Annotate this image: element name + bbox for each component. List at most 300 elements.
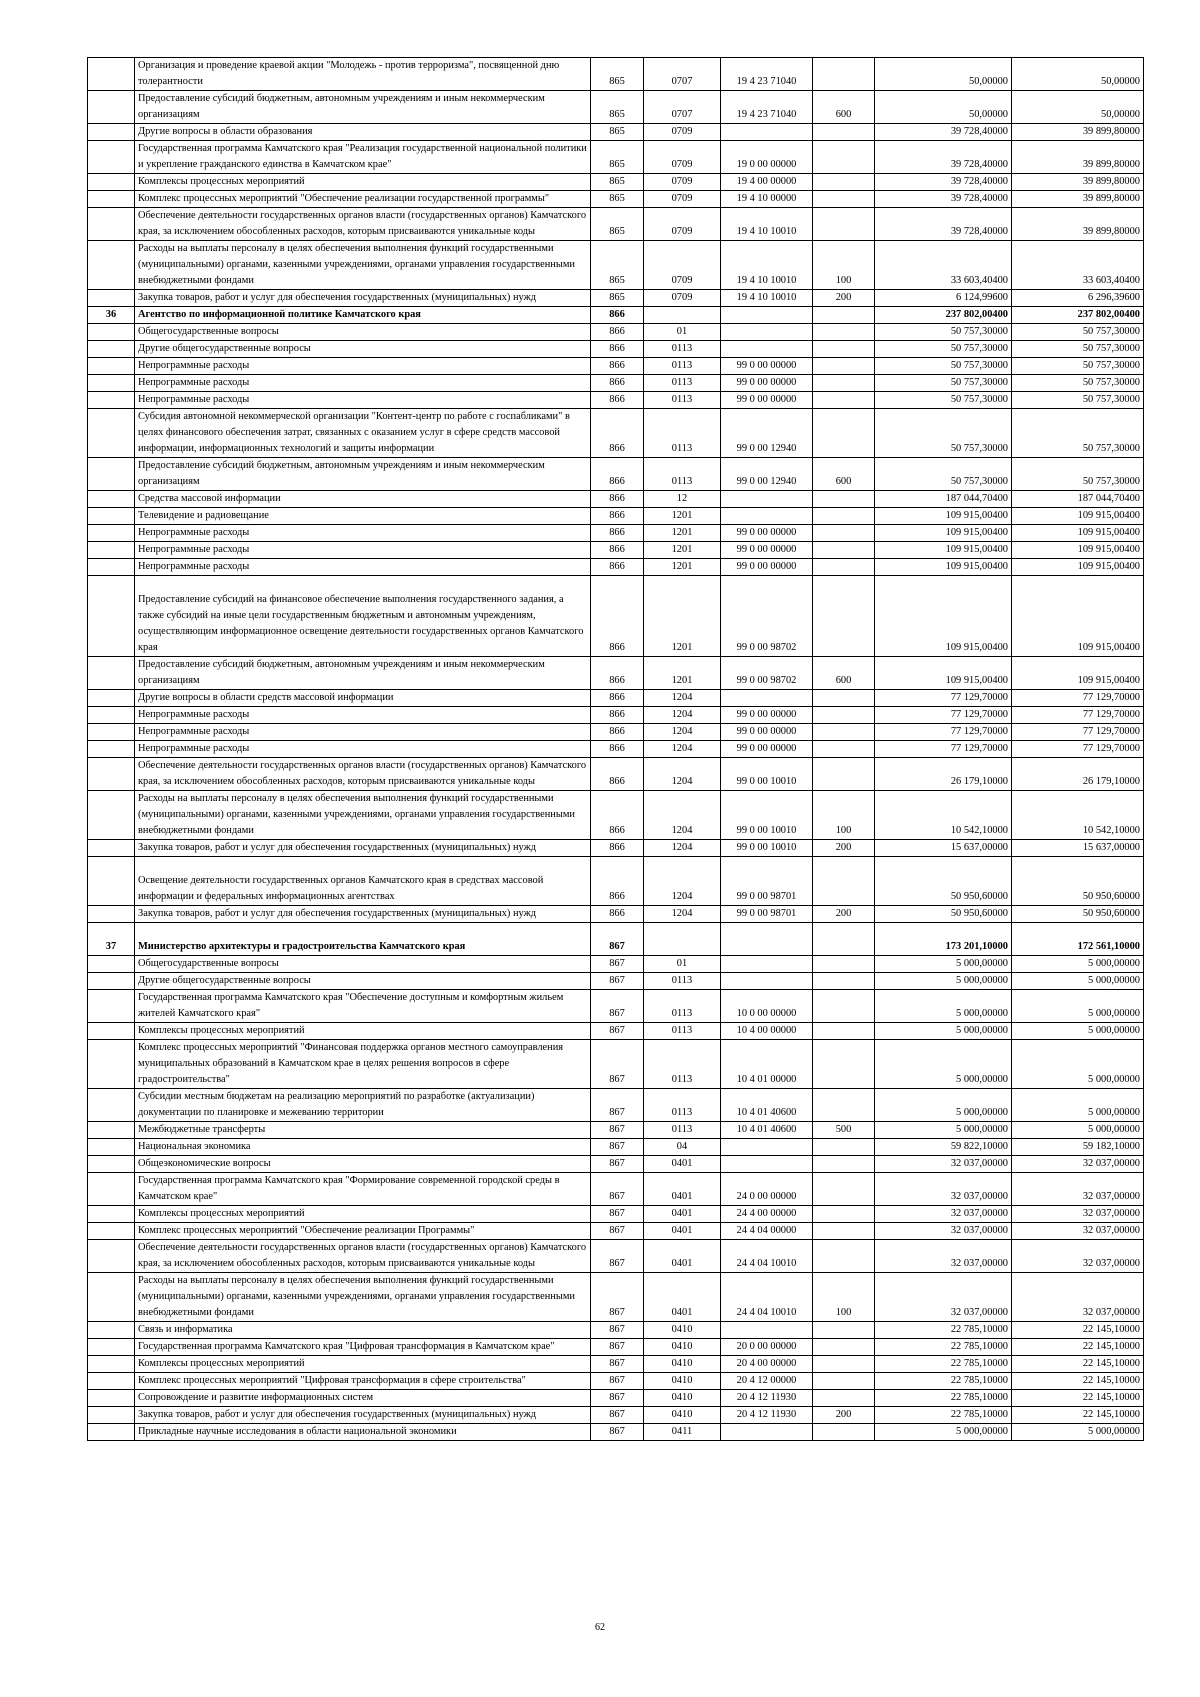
sum-year-2-cell: 22 145,10000 xyxy=(1012,1407,1144,1424)
table-row xyxy=(88,1223,1144,1240)
ministry-number-cell xyxy=(88,840,135,857)
expense-type-cell xyxy=(813,956,875,973)
sum-year-2-cell: 50 757,30000 xyxy=(1012,409,1144,458)
ministry-number-cell xyxy=(88,690,135,707)
section-code-cell: 0401 xyxy=(644,1173,721,1206)
expense-type-cell xyxy=(813,1356,875,1373)
admin-code-cell: 866 xyxy=(591,576,644,657)
ministry-number-cell xyxy=(88,241,135,290)
table-row xyxy=(88,758,1144,791)
admin-code-cell: 867 xyxy=(591,923,644,956)
admin-code-cell: 865 xyxy=(591,191,644,208)
sum-year-2-cell: 5 000,00000 xyxy=(1012,1023,1144,1040)
target-article-cell: 10 4 01 00000 xyxy=(721,1040,813,1089)
table-row xyxy=(88,174,1144,191)
section-code-cell: 0707 xyxy=(644,91,721,124)
sum-year-1-cell: 32 037,00000 xyxy=(875,1273,1012,1322)
target-article-cell xyxy=(721,1156,813,1173)
target-article-cell: 99 0 00 98701 xyxy=(721,906,813,923)
section-code-cell: 0113 xyxy=(644,1089,721,1122)
expense-type-cell xyxy=(813,58,875,91)
target-article-cell: 99 0 00 10010 xyxy=(721,758,813,791)
admin-code-cell: 867 xyxy=(591,1339,644,1356)
admin-code-cell: 865 xyxy=(591,141,644,174)
admin-code-cell: 866 xyxy=(591,358,644,375)
admin-code-cell: 867 xyxy=(591,1407,644,1424)
section-code-cell: 0410 xyxy=(644,1407,721,1424)
section-code-cell: 01 xyxy=(644,956,721,973)
admin-code-cell: 866 xyxy=(591,707,644,724)
expense-type-cell xyxy=(813,191,875,208)
item-name-cell: Субсидия автономной некоммерческой организации "Контент-центр по работе с госпабликами" в целях финансового обеспечения затрат, связанных с оказанием услуг в сфере средств массовой информации, информационных технологий и защиты информации xyxy=(135,409,591,458)
target-article-cell: 10 0 00 00000 xyxy=(721,990,813,1023)
item-name-cell: Комплексы процессных мероприятий xyxy=(135,174,591,191)
admin-code-cell: 866 xyxy=(591,758,644,791)
expense-type-cell: 500 xyxy=(813,1122,875,1139)
target-article-cell xyxy=(721,1424,813,1441)
sum-year-2-cell: 50 757,30000 xyxy=(1012,375,1144,392)
section-code-cell: 0709 xyxy=(644,191,721,208)
section-code-cell: 0113 xyxy=(644,375,721,392)
ministry-number-cell xyxy=(88,1339,135,1356)
expense-type-cell xyxy=(813,324,875,341)
sum-year-2-cell: 109 915,00400 xyxy=(1012,542,1144,559)
ministry-number-cell xyxy=(88,707,135,724)
table-row xyxy=(88,657,1144,690)
admin-code-cell: 867 xyxy=(591,1322,644,1339)
ministry-number-cell xyxy=(88,508,135,525)
admin-code-cell: 866 xyxy=(591,307,644,324)
target-article-cell xyxy=(721,1322,813,1339)
item-name-cell: Расходы на выплаты персоналу в целях обеспечения выполнения функций государственными (муниципальными) органами, казенными учреждениями, органами управления государственными внебюджетными фондами xyxy=(135,241,591,290)
expense-type-cell xyxy=(813,358,875,375)
sum-year-2-cell: 32 037,00000 xyxy=(1012,1173,1144,1206)
expense-type-cell xyxy=(813,973,875,990)
ministry-number-cell xyxy=(88,358,135,375)
table-row xyxy=(88,542,1144,559)
sum-year-2-cell: 26 179,10000 xyxy=(1012,758,1144,791)
sum-year-1-cell: 32 037,00000 xyxy=(875,1206,1012,1223)
target-article-cell: 24 4 04 10010 xyxy=(721,1273,813,1322)
ministry-number-cell xyxy=(88,1089,135,1122)
section-code-cell: 0113 xyxy=(644,358,721,375)
ministry-number-cell xyxy=(88,290,135,307)
expense-type-cell: 200 xyxy=(813,290,875,307)
section-code-cell: 0401 xyxy=(644,1273,721,1322)
section-code-cell: 0709 xyxy=(644,241,721,290)
item-name-cell: Общегосударственные вопросы xyxy=(135,956,591,973)
sum-year-1-cell: 22 785,10000 xyxy=(875,1373,1012,1390)
ministry-number-cell xyxy=(88,956,135,973)
target-article-cell: 24 4 04 00000 xyxy=(721,1223,813,1240)
admin-code-cell: 867 xyxy=(591,956,644,973)
admin-code-cell: 866 xyxy=(591,324,644,341)
target-article-cell: 10 4 00 00000 xyxy=(721,1023,813,1040)
ministry-number-cell xyxy=(88,906,135,923)
item-name-cell: Закупка товаров, работ и услуг для обеспечения государственных (муниципальных) нужд xyxy=(135,906,591,923)
page-number: 62 xyxy=(595,1622,605,1633)
expense-type-cell xyxy=(813,707,875,724)
admin-code-cell: 865 xyxy=(591,290,644,307)
table-row xyxy=(88,290,1144,307)
section-code-cell: 1204 xyxy=(644,707,721,724)
table-row xyxy=(88,1356,1144,1373)
sum-year-2-cell: 32 037,00000 xyxy=(1012,1273,1144,1322)
sum-year-1-cell: 50,00000 xyxy=(875,58,1012,91)
item-name-cell: Комплексы процессных мероприятий xyxy=(135,1023,591,1040)
target-article-cell: 99 0 00 98701 xyxy=(721,857,813,906)
expense-type-cell xyxy=(813,141,875,174)
ministry-number-cell xyxy=(88,973,135,990)
expense-type-cell: 100 xyxy=(813,241,875,290)
table-row xyxy=(88,1139,1144,1156)
table-row xyxy=(88,1023,1144,1040)
target-article-cell: 99 0 00 00000 xyxy=(721,707,813,724)
item-name-cell: Другие вопросы в области средств массовой информации xyxy=(135,690,591,707)
sum-year-1-cell: 33 603,40400 xyxy=(875,241,1012,290)
item-name-cell: Расходы на выплаты персоналу в целях обеспечения выполнения функций государственными (муниципальными) органами, казенными учреждениями, органами управления государственными внебюджетными фондами xyxy=(135,791,591,840)
ministry-number-cell xyxy=(88,324,135,341)
sum-year-2-cell: 22 145,10000 xyxy=(1012,1322,1144,1339)
table-row xyxy=(88,857,1144,906)
sum-year-2-cell: 5 000,00000 xyxy=(1012,990,1144,1023)
target-article-cell: 19 4 23 71040 xyxy=(721,91,813,124)
item-name-cell: Сопровождение и развитие информационных систем xyxy=(135,1390,591,1407)
expense-type-cell xyxy=(813,375,875,392)
admin-code-cell: 867 xyxy=(591,1240,644,1273)
target-article-cell: 99 0 00 00000 xyxy=(721,392,813,409)
target-article-cell: 19 4 23 71040 xyxy=(721,58,813,91)
target-article-cell: 99 0 00 98702 xyxy=(721,576,813,657)
item-name-cell: Общегосударственные вопросы xyxy=(135,324,591,341)
section-code-cell: 04 xyxy=(644,1139,721,1156)
target-article-cell: 99 0 00 00000 xyxy=(721,724,813,741)
expense-type-cell xyxy=(813,341,875,358)
item-name-cell: Комплексы процессных мероприятий xyxy=(135,1356,591,1373)
sum-year-2-cell: 39 899,80000 xyxy=(1012,191,1144,208)
sum-year-1-cell: 5 000,00000 xyxy=(875,973,1012,990)
admin-code-cell: 867 xyxy=(591,1139,644,1156)
section-code-cell: 0113 xyxy=(644,392,721,409)
expense-type-cell: 200 xyxy=(813,840,875,857)
section-code-cell: 1201 xyxy=(644,657,721,690)
sum-year-1-cell: 5 000,00000 xyxy=(875,990,1012,1023)
section-code-cell: 0707 xyxy=(644,58,721,91)
item-name-cell: Непрограммные расходы xyxy=(135,559,591,576)
sum-year-2-cell: 22 145,10000 xyxy=(1012,1390,1144,1407)
section-code-cell: 0401 xyxy=(644,1206,721,1223)
target-article-cell xyxy=(721,1139,813,1156)
admin-code-cell: 867 xyxy=(591,1390,644,1407)
section-code-cell: 0410 xyxy=(644,1390,721,1407)
table-row xyxy=(88,1206,1144,1223)
target-article-cell: 99 0 00 98702 xyxy=(721,657,813,690)
admin-code-cell: 867 xyxy=(591,1122,644,1139)
target-article-cell: 99 0 00 00000 xyxy=(721,358,813,375)
expense-type-cell: 600 xyxy=(813,91,875,124)
target-article-cell: 19 0 00 00000 xyxy=(721,141,813,174)
admin-code-cell: 865 xyxy=(591,91,644,124)
table-row xyxy=(88,956,1144,973)
sum-year-2-cell: 5 000,00000 xyxy=(1012,1424,1144,1441)
table-row xyxy=(88,1122,1144,1139)
item-name-cell: Комплексы процессных мероприятий xyxy=(135,1206,591,1223)
expense-type-cell xyxy=(813,491,875,508)
table-row xyxy=(88,58,1144,91)
section-code-cell: 0410 xyxy=(644,1339,721,1356)
section-code-cell: 12 xyxy=(644,491,721,508)
expense-type-cell xyxy=(813,409,875,458)
table-row xyxy=(88,491,1144,508)
sum-year-1-cell: 32 037,00000 xyxy=(875,1173,1012,1206)
admin-code-cell: 866 xyxy=(591,508,644,525)
sum-year-1-cell: 59 822,10000 xyxy=(875,1139,1012,1156)
admin-code-cell: 867 xyxy=(591,1373,644,1390)
item-name-cell: Телевидение и радиовещание xyxy=(135,508,591,525)
ministry-number-cell xyxy=(88,458,135,491)
ministry-number-cell xyxy=(88,1390,135,1407)
target-article-cell: 99 0 00 00000 xyxy=(721,559,813,576)
expense-type-cell: 200 xyxy=(813,906,875,923)
table-row xyxy=(88,91,1144,124)
sum-year-1-cell: 5 000,00000 xyxy=(875,1040,1012,1089)
table-row xyxy=(88,241,1144,290)
item-name-cell: Государственная программа Камчатского края "Формирование современной городской среды в Камчатском крае" xyxy=(135,1173,591,1206)
sum-year-1-cell: 22 785,10000 xyxy=(875,1390,1012,1407)
section-code-cell: 0401 xyxy=(644,1223,721,1240)
item-name-cell: Непрограммные расходы xyxy=(135,542,591,559)
sum-year-1-cell: 5 000,00000 xyxy=(875,956,1012,973)
section-code-cell: 0113 xyxy=(644,1023,721,1040)
expense-type-cell: 600 xyxy=(813,657,875,690)
table-row xyxy=(88,324,1144,341)
sum-year-2-cell: 39 899,80000 xyxy=(1012,174,1144,191)
sum-year-2-cell: 32 037,00000 xyxy=(1012,1240,1144,1273)
sum-year-2-cell: 50,00000 xyxy=(1012,58,1144,91)
section-code-cell: 1204 xyxy=(644,724,721,741)
expense-type-cell xyxy=(813,542,875,559)
expense-type-cell xyxy=(813,1373,875,1390)
admin-code-cell: 866 xyxy=(591,542,644,559)
sum-year-1-cell: 173 201,10000 xyxy=(875,923,1012,956)
sum-year-1-cell: 39 728,40000 xyxy=(875,174,1012,191)
sum-year-1-cell: 39 728,40000 xyxy=(875,208,1012,241)
target-article-cell xyxy=(721,508,813,525)
admin-code-cell: 867 xyxy=(591,1273,644,1322)
sum-year-1-cell: 22 785,10000 xyxy=(875,1407,1012,1424)
admin-code-cell: 867 xyxy=(591,1156,644,1173)
expense-type-cell xyxy=(813,576,875,657)
table-row xyxy=(88,990,1144,1023)
target-article-cell xyxy=(721,341,813,358)
sum-year-2-cell: 237 802,00400 xyxy=(1012,307,1144,324)
sum-year-1-cell: 77 129,70000 xyxy=(875,690,1012,707)
target-article-cell xyxy=(721,324,813,341)
expense-type-cell xyxy=(813,1023,875,1040)
table-row xyxy=(88,840,1144,857)
admin-code-cell: 867 xyxy=(591,990,644,1023)
sum-year-1-cell: 10 542,10000 xyxy=(875,791,1012,840)
expense-type-cell xyxy=(813,208,875,241)
expense-type-cell xyxy=(813,1390,875,1407)
sum-year-2-cell: 50 757,30000 xyxy=(1012,324,1144,341)
sum-year-2-cell: 172 561,10000 xyxy=(1012,923,1144,956)
ministry-number-cell xyxy=(88,375,135,392)
sum-year-1-cell: 50 757,30000 xyxy=(875,458,1012,491)
expense-type-cell xyxy=(813,508,875,525)
admin-code-cell: 867 xyxy=(591,1206,644,1223)
expense-type-cell: 600 xyxy=(813,458,875,491)
admin-code-cell: 866 xyxy=(591,341,644,358)
item-name-cell: Закупка товаров, работ и услуг для обеспечения государственных (муниципальных) нужд xyxy=(135,840,591,857)
item-name-cell: Другие вопросы в области образования xyxy=(135,124,591,141)
ministry-number-cell: 36 xyxy=(88,307,135,324)
table-row xyxy=(88,559,1144,576)
admin-code-cell: 867 xyxy=(591,1040,644,1089)
admin-code-cell: 866 xyxy=(591,724,644,741)
sum-year-2-cell: 50 950,60000 xyxy=(1012,857,1144,906)
sum-year-1-cell: 77 129,70000 xyxy=(875,741,1012,758)
table-row xyxy=(88,124,1144,141)
section-code-cell: 1204 xyxy=(644,906,721,923)
ministry-number-cell xyxy=(88,208,135,241)
ministry-number-cell xyxy=(88,1122,135,1139)
item-name-cell: Непрограммные расходы xyxy=(135,724,591,741)
item-name-cell: Комплекс процессных мероприятий "Обеспечение реализации государственной программы" xyxy=(135,191,591,208)
sum-year-2-cell: 50 950,60000 xyxy=(1012,906,1144,923)
sum-year-2-cell: 5 000,00000 xyxy=(1012,1122,1144,1139)
table-row xyxy=(88,1273,1144,1322)
sum-year-1-cell: 39 728,40000 xyxy=(875,141,1012,174)
sum-year-2-cell: 5 000,00000 xyxy=(1012,956,1144,973)
admin-code-cell: 866 xyxy=(591,791,644,840)
sum-year-2-cell: 59 182,10000 xyxy=(1012,1139,1144,1156)
sum-year-1-cell: 50 757,30000 xyxy=(875,409,1012,458)
section-code-cell: 1204 xyxy=(644,758,721,791)
sum-year-2-cell: 50 757,30000 xyxy=(1012,458,1144,491)
section-code-cell: 0113 xyxy=(644,409,721,458)
expense-type-cell xyxy=(813,124,875,141)
sum-year-1-cell: 109 915,00400 xyxy=(875,525,1012,542)
sum-year-2-cell: 50 757,30000 xyxy=(1012,392,1144,409)
target-article-cell xyxy=(721,923,813,956)
table-row xyxy=(88,906,1144,923)
table-row xyxy=(88,208,1144,241)
item-name-cell: Министерство архитектуры и градостроительства Камчатского края xyxy=(135,923,591,956)
ministry-number-cell xyxy=(88,576,135,657)
ministry-number-cell xyxy=(88,1240,135,1273)
target-article-cell: 99 0 00 12940 xyxy=(721,458,813,491)
sum-year-2-cell: 15 637,00000 xyxy=(1012,840,1144,857)
target-article-cell xyxy=(721,307,813,324)
ministry-number-cell xyxy=(88,559,135,576)
sum-year-2-cell: 39 899,80000 xyxy=(1012,124,1144,141)
item-name-cell: Закупка товаров, работ и услуг для обеспечения государственных (муниципальных) нужд xyxy=(135,290,591,307)
section-code-cell xyxy=(644,307,721,324)
admin-code-cell: 866 xyxy=(591,392,644,409)
ministry-number-cell xyxy=(88,409,135,458)
expense-type-cell xyxy=(813,1089,875,1122)
sum-year-1-cell: 39 728,40000 xyxy=(875,124,1012,141)
item-name-cell: Непрограммные расходы xyxy=(135,525,591,542)
admin-code-cell: 866 xyxy=(591,375,644,392)
table-row xyxy=(88,707,1144,724)
table-row xyxy=(88,973,1144,990)
target-article-cell: 99 0 00 00000 xyxy=(721,375,813,392)
item-name-cell: Комплекс процессных мероприятий "Цифровая трансформация в сфере строительства" xyxy=(135,1373,591,1390)
target-article-cell: 99 0 00 00000 xyxy=(721,542,813,559)
section-code-cell: 0410 xyxy=(644,1356,721,1373)
sum-year-1-cell: 50 757,30000 xyxy=(875,375,1012,392)
item-name-cell: Расходы на выплаты персоналу в целях обеспечения выполнения функций государственными (муниципальными) органами, казенными учреждениями, органами управления государственными внебюджетными фондами xyxy=(135,1273,591,1322)
section-code-cell: 0113 xyxy=(644,973,721,990)
item-name-cell: Обеспечение деятельности государственных органов власти (государственных органов) Камчатского края, за исключением обособленных расходов, которым присваиваются уникальные коды xyxy=(135,1240,591,1273)
sum-year-2-cell: 39 899,80000 xyxy=(1012,141,1144,174)
expense-type-cell xyxy=(813,392,875,409)
admin-code-cell: 867 xyxy=(591,973,644,990)
sum-year-2-cell: 5 000,00000 xyxy=(1012,1040,1144,1089)
expense-type-cell xyxy=(813,690,875,707)
target-article-cell: 99 0 00 10010 xyxy=(721,840,813,857)
section-code-cell: 0113 xyxy=(644,458,721,491)
expense-type-cell xyxy=(813,724,875,741)
table-row xyxy=(88,1424,1144,1441)
sum-year-2-cell: 77 129,70000 xyxy=(1012,741,1144,758)
admin-code-cell: 866 xyxy=(591,525,644,542)
section-code-cell: 1201 xyxy=(644,576,721,657)
target-article-cell: 20 4 12 00000 xyxy=(721,1373,813,1390)
item-name-cell: Предоставление субсидий на финансовое обеспечение выполнения государственного задания, а также субсидий на иные цели государственным бюджетным и автономным учреждениям, осуществляющим информационное освещение деятельности государственных органов Камчатского края xyxy=(135,576,591,657)
table-body xyxy=(88,58,1144,1441)
target-article-cell: 20 4 12 11930 xyxy=(721,1407,813,1424)
sum-year-1-cell: 237 802,00400 xyxy=(875,307,1012,324)
section-code-cell: 01 xyxy=(644,324,721,341)
sum-year-1-cell: 39 728,40000 xyxy=(875,191,1012,208)
ministry-number-cell xyxy=(88,1373,135,1390)
ministry-number-cell xyxy=(88,1424,135,1441)
table-row xyxy=(88,791,1144,840)
sum-year-2-cell: 109 915,00400 xyxy=(1012,525,1144,542)
target-article-cell: 24 0 00 00000 xyxy=(721,1173,813,1206)
admin-code-cell: 865 xyxy=(591,174,644,191)
table-row xyxy=(88,358,1144,375)
admin-code-cell: 866 xyxy=(591,857,644,906)
target-article-cell: 20 0 00 00000 xyxy=(721,1339,813,1356)
table-row xyxy=(88,741,1144,758)
sum-year-1-cell: 5 000,00000 xyxy=(875,1424,1012,1441)
target-article-cell xyxy=(721,491,813,508)
table-row xyxy=(88,1040,1144,1089)
sum-year-1-cell: 50 757,30000 xyxy=(875,392,1012,409)
target-article-cell: 19 4 10 00000 xyxy=(721,191,813,208)
section-code-cell: 0709 xyxy=(644,174,721,191)
expense-type-cell xyxy=(813,1339,875,1356)
target-article-cell: 10 4 01 40600 xyxy=(721,1089,813,1122)
admin-code-cell: 866 xyxy=(591,559,644,576)
admin-code-cell: 866 xyxy=(591,657,644,690)
item-name-cell: Непрограммные расходы xyxy=(135,392,591,409)
expense-type-cell xyxy=(813,1240,875,1273)
ministry-number-cell xyxy=(88,124,135,141)
table-row xyxy=(88,690,1144,707)
section-code-cell xyxy=(644,923,721,956)
admin-code-cell: 866 xyxy=(591,690,644,707)
ministry-number-cell xyxy=(88,141,135,174)
item-name-cell: Освещение деятельности государственных органов Камчатского края в средствах массовой информации и федеральных информационных агентствах xyxy=(135,857,591,906)
sum-year-1-cell: 50 950,60000 xyxy=(875,906,1012,923)
target-article-cell: 19 4 10 10010 xyxy=(721,208,813,241)
sum-year-1-cell: 22 785,10000 xyxy=(875,1322,1012,1339)
